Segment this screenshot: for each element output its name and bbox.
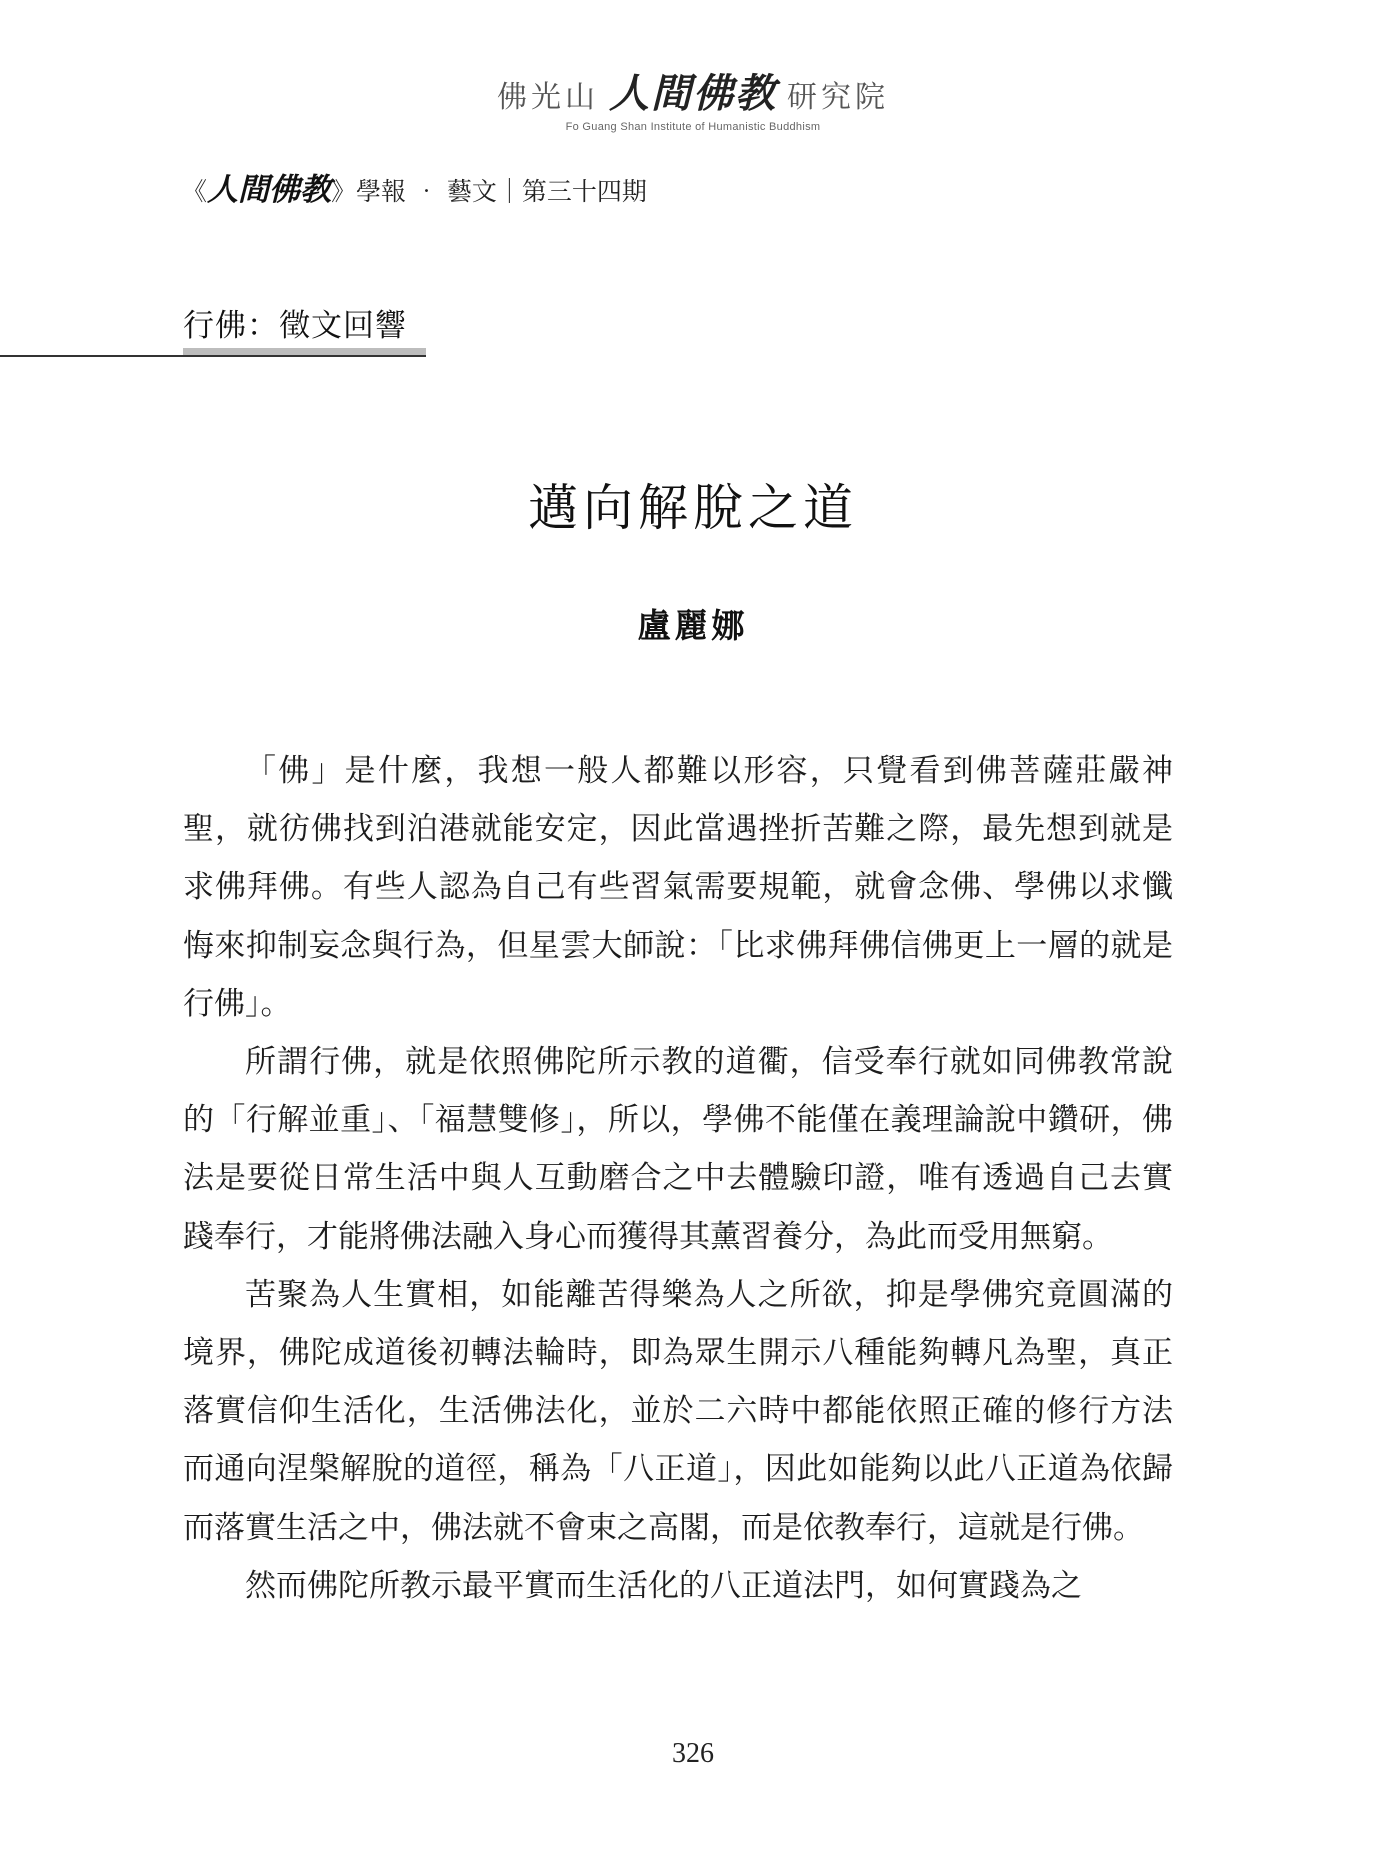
journal-issue-info: 》學報 ‧ 藝文｜第三十四期 bbox=[331, 177, 647, 206]
section-label: 行佛：徵文回響 bbox=[183, 308, 407, 344]
article-body bbox=[183, 742, 1173, 1615]
paragraph: 苦聚為人生實相，如能離苦得樂為人之所欲，抑是學佛究竟圓滿的境界，佛陀成道後初轉法輪時，即為眾生開示八種能夠轉凡為聖，真正落實信仰生活化，生活佛法化，並於二六時中都能依照正確的修行方法而通向涅槃解脫的道徑，稱為「八正道」，因此如能夠以此八正道為依歸而落實生活之中，佛法就不會束之高閣，而是依教奉行，這就是行佛。 bbox=[183, 1276, 1173, 1546]
section-underline bbox=[183, 348, 426, 355]
institute-english-name: Fo Guang Shan Institute of Humanistic Buddhism bbox=[565, 121, 821, 133]
journal-brand-logo: 人間佛教 bbox=[207, 172, 332, 208]
paragraph: 「佛」是什麼，我想一般人都難以形容，只覺看到佛菩薩莊嚴神聖，就彷佛找到泊港就能安定，因此當遇挫折苦難之際，最先想到就是求佛拜佛。有些人認為自己有些習氣需要規範，就會念佛、學佛以求懺悔來抑制妄念與行為，但星雲大師說：「比求佛拜佛信佛更上一層的就是行佛」。 bbox=[183, 753, 1173, 1022]
journal-open-bracket: 《 bbox=[182, 177, 208, 206]
section-divider bbox=[0, 355, 426, 357]
article-author: 盧麗娜 bbox=[637, 606, 749, 645]
institute-name-left: 佛光山 bbox=[497, 80, 599, 115]
institute-name bbox=[0, 62, 1386, 119]
paragraph: 然而佛陀所教示最平實而生活化的八正道法門，如何實踐為之 bbox=[245, 1567, 1082, 1604]
article-title: 邁向解脫之道 bbox=[528, 479, 858, 537]
journal-header bbox=[182, 164, 647, 209]
masthead bbox=[0, 62, 1386, 133]
paragraph: 所謂行佛，就是依照佛陀所示教的道衢，信受奉行就如同佛教常說的「行解並重」、「福慧雙修」，所以，學佛不能僅在義理論說中鑽研，佛法是要從日常生活中與人互動磨合之中去體驗印證，唯有透過自己去實踐奉行，才能將佛法融入身心而獲得其薰習養分，為此而受用無窮。 bbox=[183, 1044, 1173, 1255]
page-number: 326 bbox=[672, 1738, 714, 1769]
institute-name-right: 研究院 bbox=[787, 80, 889, 115]
institute-brand-logo: 人間佛教 bbox=[609, 71, 777, 117]
